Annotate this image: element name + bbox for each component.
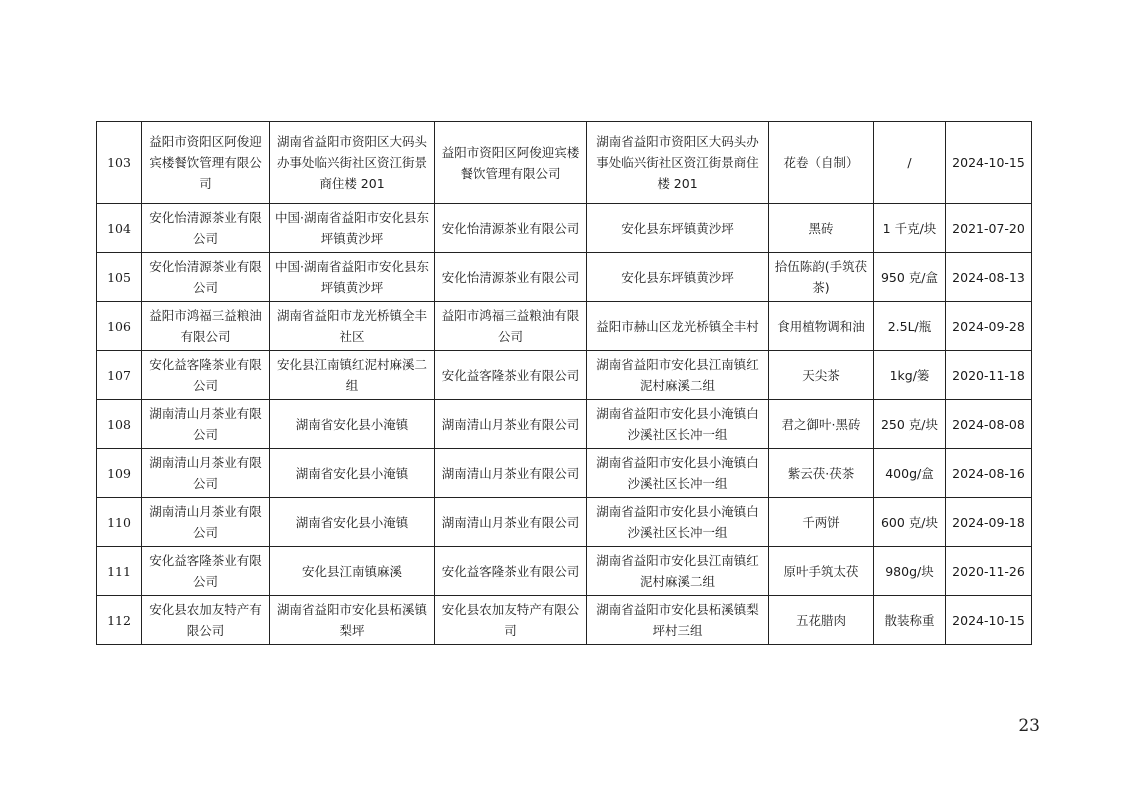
product-spec-cell: 980g/块	[874, 547, 946, 596]
seller-address-cell: 湖南省益阳市安化县江南镇红泥村麻溪二组	[587, 351, 769, 400]
product-name-cell: 黑砖	[769, 204, 874, 253]
product-spec-cell: 1 千克/块	[874, 204, 946, 253]
table-row	[97, 449, 1032, 498]
seller-address-cell: 湖南省益阳市安化县小淹镇白沙溪社区长冲一组	[587, 498, 769, 547]
product-spec-cell: 600 克/块	[874, 498, 946, 547]
producer-address-cell: 湖南省安化县小淹镇	[270, 400, 435, 449]
seller-name-cell: 湖南清山月茶业有限公司	[435, 400, 587, 449]
production-date-cell: 2024-08-08	[946, 400, 1032, 449]
seller-address-cell: 湖南省益阳市安化县小淹镇白沙溪社区长冲一组	[587, 400, 769, 449]
table-row	[97, 204, 1032, 253]
row-number-cell: 104	[97, 204, 142, 253]
product-spec-cell: /	[874, 122, 946, 204]
producer-address-cell: 湖南省安化县小淹镇	[270, 498, 435, 547]
producer-address-cell: 湖南省益阳市龙光桥镇全丰社区	[270, 302, 435, 351]
seller-name-cell: 湖南清山月茶业有限公司	[435, 498, 587, 547]
product-name-cell: 千两饼	[769, 498, 874, 547]
producer-name-cell: 安化益客隆茶业有限公司	[142, 547, 270, 596]
table-body	[97, 122, 1032, 645]
table-row	[97, 498, 1032, 547]
table-row	[97, 547, 1032, 596]
product-spec-cell: 400g/盒	[874, 449, 946, 498]
producer-name-cell: 湖南清山月茶业有限公司	[142, 498, 270, 547]
production-date-cell: 2024-09-28	[946, 302, 1032, 351]
product-name-cell: 花卷（自制）	[769, 122, 874, 204]
row-number-cell: 111	[97, 547, 142, 596]
producer-name-cell: 安化县农加友特产有限公司	[142, 596, 270, 645]
production-date-cell: 2020-11-18	[946, 351, 1032, 400]
producer-address-cell: 湖南省安化县小淹镇	[270, 449, 435, 498]
table-row	[97, 122, 1032, 204]
seller-address-cell: 湖南省益阳市资阳区大码头办事处临兴街社区资江街景商住楼 201	[587, 122, 769, 204]
table-row	[97, 253, 1032, 302]
production-date-cell: 2024-10-15	[946, 596, 1032, 645]
seller-name-cell: 安化县农加友特产有限公司	[435, 596, 587, 645]
producer-address-cell: 安化县江南镇麻溪	[270, 547, 435, 596]
producer-name-cell: 安化怡清源茶业有限公司	[142, 204, 270, 253]
row-number-cell: 108	[97, 400, 142, 449]
producer-name-cell: 安化益客隆茶业有限公司	[142, 351, 270, 400]
product-spec-cell: 散装称重	[874, 596, 946, 645]
row-number-cell: 109	[97, 449, 142, 498]
seller-name-cell: 安化益客隆茶业有限公司	[435, 351, 587, 400]
seller-address-cell: 湖南省益阳市安化县江南镇红泥村麻溪二组	[587, 547, 769, 596]
product-name-cell: 君之御叶·黑砖	[769, 400, 874, 449]
production-date-cell: 2020-11-26	[946, 547, 1032, 596]
producer-address-cell: 中国·湖南省益阳市安化县东坪镇黄沙坪	[270, 253, 435, 302]
seller-name-cell: 湖南清山月茶业有限公司	[435, 449, 587, 498]
product-spec-cell: 1kg/篓	[874, 351, 946, 400]
production-date-cell: 2024-08-13	[946, 253, 1032, 302]
producer-name-cell: 湖南清山月茶业有限公司	[142, 449, 270, 498]
seller-address-cell: 益阳市赫山区龙光桥镇全丰村	[587, 302, 769, 351]
row-number-cell: 112	[97, 596, 142, 645]
product-name-cell: 天尖茶	[769, 351, 874, 400]
seller-address-cell: 安化县东坪镇黄沙坪	[587, 253, 769, 302]
product-name-cell: 五花腊肉	[769, 596, 874, 645]
seller-name-cell: 安化怡清源茶业有限公司	[435, 253, 587, 302]
producer-address-cell: 湖南省益阳市安化县柘溪镇梨坪	[270, 596, 435, 645]
seller-address-cell: 湖南省益阳市安化县柘溪镇梨坪村三组	[587, 596, 769, 645]
seller-name-cell: 安化益客隆茶业有限公司	[435, 547, 587, 596]
row-number-cell: 107	[97, 351, 142, 400]
seller-name-cell: 安化怡清源茶业有限公司	[435, 204, 587, 253]
producer-address-cell: 湖南省益阳市资阳区大码头办事处临兴街社区资江街景商住楼 201	[270, 122, 435, 204]
row-number-cell: 110	[97, 498, 142, 547]
seller-name-cell: 益阳市鸿福三益粮油有限公司	[435, 302, 587, 351]
product-spec-cell: 950 克/盒	[874, 253, 946, 302]
production-date-cell: 2024-10-15	[946, 122, 1032, 204]
row-number-cell: 105	[97, 253, 142, 302]
producer-address-cell: 中国·湖南省益阳市安化县东坪镇黄沙坪	[270, 204, 435, 253]
table-row	[97, 596, 1032, 645]
table-row	[97, 400, 1032, 449]
product-name-cell: 紫云茯·茯茶	[769, 449, 874, 498]
row-number-cell: 103	[97, 122, 142, 204]
product-spec-cell: 250 克/块	[874, 400, 946, 449]
producer-name-cell: 安化怡清源茶业有限公司	[142, 253, 270, 302]
seller-name-cell: 益阳市资阳区阿俊迎宾楼餐饮管理有限公司	[435, 122, 587, 204]
product-name-cell: 食用植物调和油	[769, 302, 874, 351]
table-row	[97, 351, 1032, 400]
page-number: 23	[1018, 716, 1040, 736]
producer-address-cell: 安化县江南镇红泥村麻溪二组	[270, 351, 435, 400]
producer-name-cell: 益阳市资阳区阿俊迎宾楼餐饮管理有限公司	[142, 122, 270, 204]
production-date-cell: 2021-07-20	[946, 204, 1032, 253]
product-name-cell: 拾伍陈韵(手筑茯茶)	[769, 253, 874, 302]
seller-address-cell: 湖南省益阳市安化县小淹镇白沙溪社区长冲一组	[587, 449, 769, 498]
records-table	[96, 121, 1032, 645]
table-row	[97, 302, 1032, 351]
product-name-cell: 原叶手筑太茯	[769, 547, 874, 596]
row-number-cell: 106	[97, 302, 142, 351]
product-spec-cell: 2.5L/瓶	[874, 302, 946, 351]
producer-name-cell: 湖南清山月茶业有限公司	[142, 400, 270, 449]
production-date-cell: 2024-08-16	[946, 449, 1032, 498]
production-date-cell: 2024-09-18	[946, 498, 1032, 547]
seller-address-cell: 安化县东坪镇黄沙坪	[587, 204, 769, 253]
producer-name-cell: 益阳市鸿福三益粮油有限公司	[142, 302, 270, 351]
